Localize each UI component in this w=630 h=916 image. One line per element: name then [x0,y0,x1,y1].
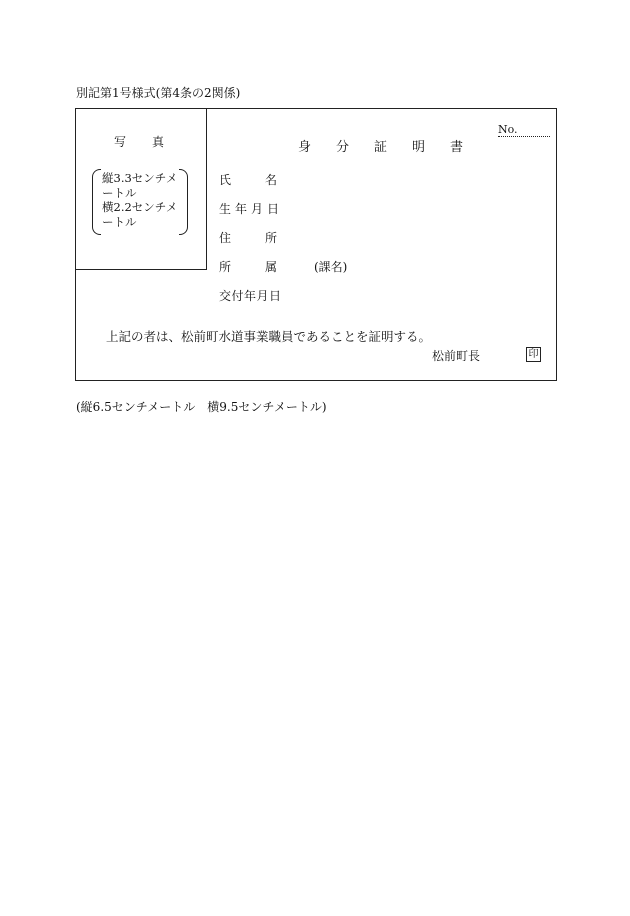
issuer-name: 松前町長 [432,349,481,363]
number-dotted-line [498,136,550,137]
form-header: 別記第1号様式(第4条の2関係) [76,86,241,100]
photo-size-line: 横2.2センチメ [102,200,178,214]
certification-statement: 上記の者は、松前町水道事業職員であることを証明する。 [106,329,432,344]
field-issue-date-label: 交付年月日 [219,289,282,303]
photo-box [76,109,207,270]
id-card-form [75,108,557,381]
photo-box-title: 写真 [114,135,191,149]
photo-size-line: ートル [102,214,137,229]
number-label: No. [498,123,518,136]
affiliation-note: (課名) [314,260,348,274]
field-name-label: 氏名 [219,173,312,187]
field-affiliation-label: 所属 [219,260,312,274]
card-size-note: (縦6.5センチメートル 横9.5センチメートル) [76,400,327,414]
left-bracket [92,169,101,235]
card-title: 身分証明書 [298,140,489,155]
seal-mark: 印 [526,347,541,362]
photo-size-note [92,169,188,233]
photo-size-lines [102,171,177,229]
photo-size-line: 縦3.3センチメ [102,171,178,185]
field-address-label: 住所 [219,231,312,245]
field-birthdate-label: 生年月日 [219,202,284,216]
photo-size-line: ートル [102,185,137,200]
right-bracket [179,169,188,235]
